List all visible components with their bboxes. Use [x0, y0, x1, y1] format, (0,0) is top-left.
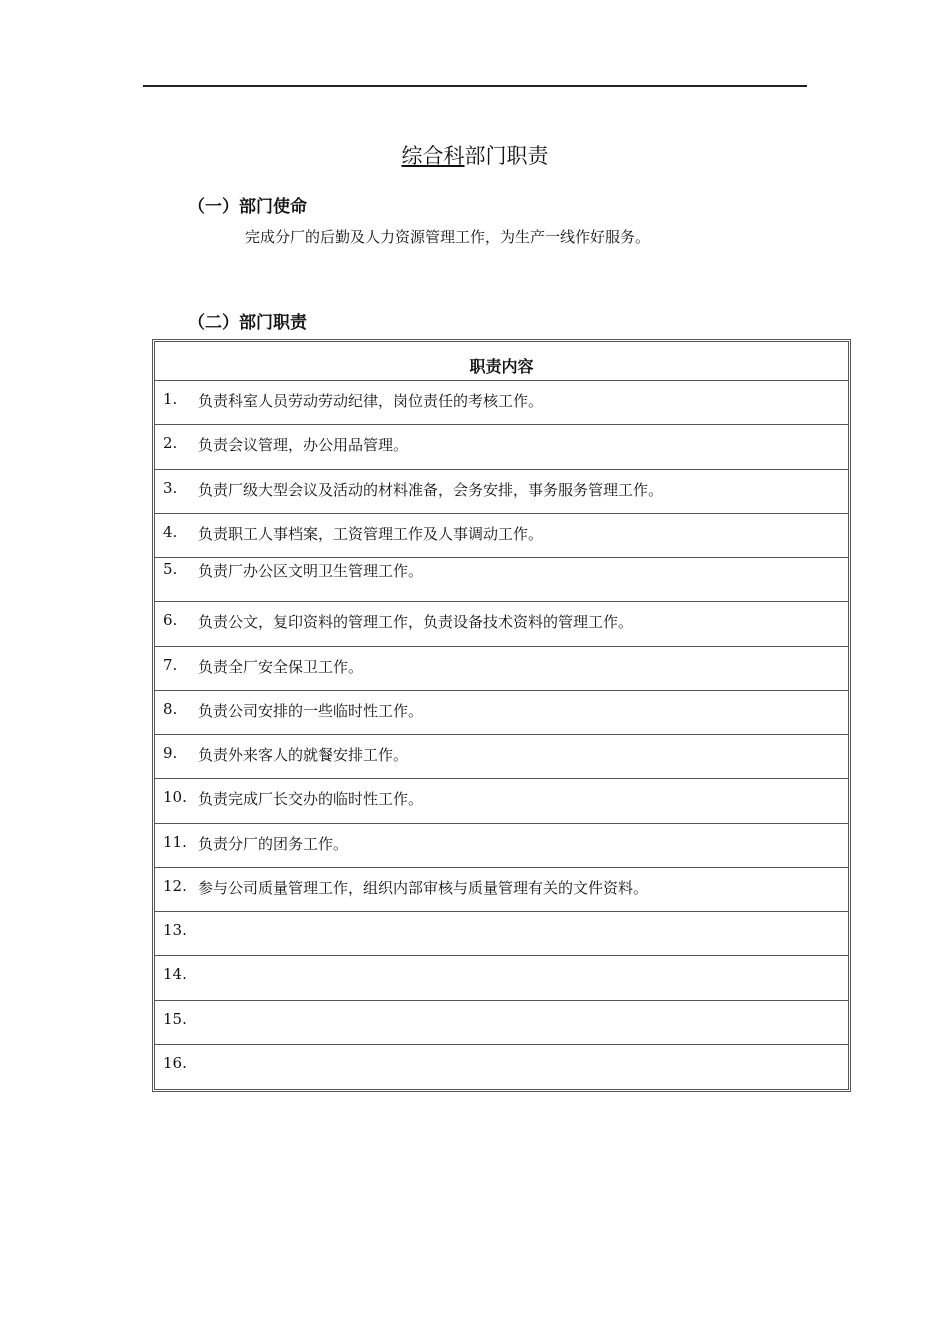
table-row — [155, 381, 848, 425]
table-row — [155, 514, 848, 558]
row-text: 负责厂级大型会议及活动的材料准备，会务安排，事务服务管理工作。 — [198, 480, 664, 499]
row-number: 7. — [163, 655, 178, 674]
mission-text: 完成分厂的后勤及人力资源管理工作，为生产一线作好服务。 — [245, 228, 651, 246]
table-row — [155, 558, 848, 602]
row-number: 5. — [163, 560, 178, 578]
table-row — [155, 647, 848, 691]
row-number: 14. — [163, 965, 187, 984]
title-suffix: 部门职责 — [464, 144, 549, 168]
header-rule — [143, 85, 807, 87]
table-row — [155, 912, 848, 956]
table-row — [155, 868, 848, 912]
row-number: 4. — [163, 522, 178, 541]
table-row — [155, 1001, 848, 1045]
row-number: 12. — [163, 876, 187, 895]
table-body — [155, 381, 848, 1089]
row-number: 10. — [163, 788, 187, 807]
row-number: 3. — [163, 478, 178, 497]
row-number: 13. — [163, 921, 187, 939]
row-number: 6. — [163, 611, 178, 630]
table-row — [155, 470, 848, 514]
row-number: 1. — [163, 390, 178, 408]
mission-heading: （一）部门使命 — [188, 197, 307, 217]
row-text: 参与公司质量管理工作，组织内部审核与质量管理有关的文件资料。 — [198, 878, 649, 897]
row-text: 负责公司安排的一些临时性工作。 — [198, 701, 424, 720]
row-text: 负责职工人事档案，工资管理工作及人事调动工作。 — [198, 524, 544, 543]
table-header: 职责内容 — [155, 342, 848, 381]
row-text: 负责科室人员劳动劳动纪律，岗位责任的考核工作。 — [198, 392, 544, 410]
row-number: 16. — [163, 1053, 187, 1072]
table-row — [155, 691, 848, 735]
row-number: 15. — [163, 1009, 187, 1028]
row-text: 负责全厂安全保卫工作。 — [198, 657, 364, 676]
row-text: 负责外来客人的就餐安排工作。 — [198, 746, 409, 764]
page-title — [0, 140, 950, 170]
table-row — [155, 1045, 848, 1089]
row-text: 负责会议管理，办公用品管理。 — [198, 436, 409, 455]
row-text: 负责分厂的团务工作。 — [198, 834, 349, 853]
duties-heading: （二）部门职责 — [188, 313, 307, 333]
table-row — [155, 602, 848, 646]
table-row — [155, 956, 848, 1000]
table-row — [155, 824, 848, 868]
row-number: 9. — [163, 744, 178, 762]
row-number: 2. — [163, 434, 178, 453]
row-text: 负责公文，复印资料的管理工作，负责设备技术资料的管理工作。 — [198, 613, 634, 632]
duties-table — [152, 339, 851, 1092]
table-row — [155, 425, 848, 469]
row-number: 11. — [163, 832, 187, 851]
row-number: 8. — [163, 699, 178, 718]
row-text: 负责厂办公区文明卫生管理工作。 — [198, 562, 424, 580]
table-row — [155, 735, 848, 779]
row-text: 负责完成厂长交办的临时性工作。 — [198, 790, 424, 809]
table-row — [155, 779, 848, 823]
title-department-name: 综合科 — [401, 144, 465, 168]
